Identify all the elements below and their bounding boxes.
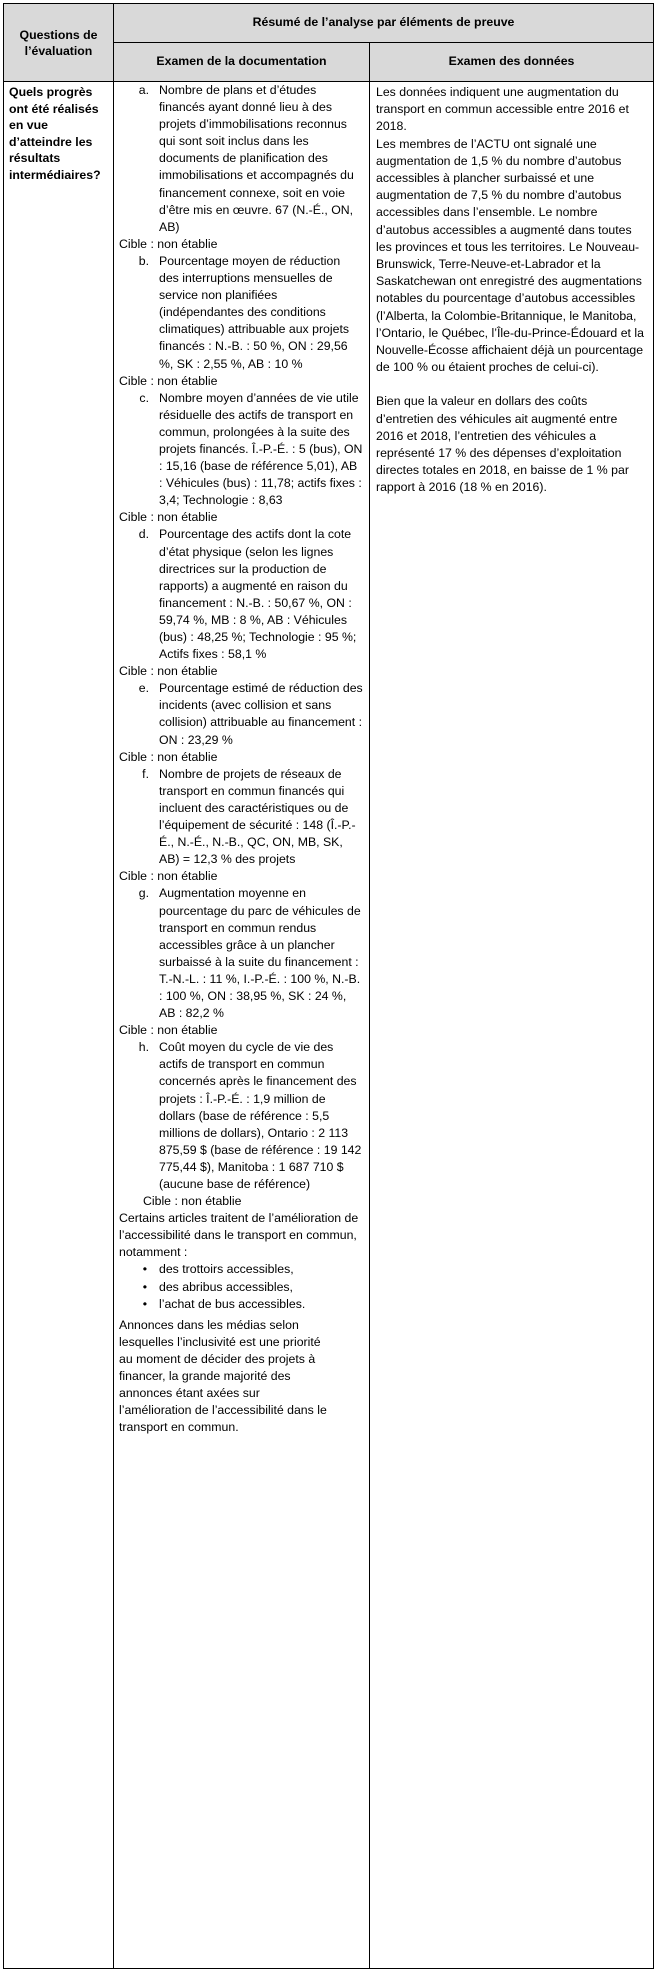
- target-label: Cible : non établie: [143, 1194, 242, 1209]
- articles-intro: Certains articles traitent de l’amélioration de l’accessibilité dans le transport en commun, notamment :: [119, 1211, 359, 1260]
- header-questions: Questions de l’évaluation: [4, 4, 114, 82]
- item-marker: b.: [138, 253, 149, 268]
- indicator-item: [119, 766, 369, 869]
- indicator-item: [119, 1039, 369, 1193]
- target-label: Cible : non établie: [119, 1023, 218, 1038]
- item-text: Nombre de projets de réseaux de transport en commun financés qui incluent des caractéristiques ou de l’équipement de sécurité : 148 (Î.-P.-É., N.-É., N.-B., QC, ON, MB, SK, AB) = 12,3 % des projets: [159, 766, 356, 867]
- target-label: Cible : non établie: [119, 869, 218, 884]
- indicator-item: [119, 82, 369, 236]
- data-paragraph-1: Les données indiquent une augmentation du transport en commun accessible entre 2016 et 2018.: [376, 85, 629, 134]
- item-text: Nombre moyen d’années de vie utile résiduelle des actifs de transport en commun, prolongées à la suite des projets financés. Î.-P.-É. : 5 (bus), ON : 15,16 (base de référence 5,01), AB : Véhicules (bus) : 11,78; actifs fixes : 3,4; Technologie : 8,63: [159, 390, 363, 508]
- indicator-item: [119, 526, 369, 663]
- evaluation-table: [3, 3, 654, 1969]
- media-announcements: Annonces dans les médias selon lesquelles l’inclusivité est une priorité au moment de décider des projets à financer, la grande majorité des annonces étant axées sur l’amélioration de l’accessibilité dans le transport en commun.: [119, 1317, 327, 1435]
- item-marker: e.: [138, 681, 149, 696]
- bullet-item: [119, 1261, 369, 1278]
- item-text: Augmentation moyenne en pourcentage du parc de véhicules de transport en commun rendus accessibles grâce à un plancher surbaissé à la suite du financement : T.-N.-L. : 11 %, I.-P.-É. : 100 %, N.-B. : 100 %, ON : 38,95 %, SK : 24 %, AB : 82,2 %: [159, 886, 361, 1021]
- item-marker: f.: [142, 766, 149, 781]
- header-data: Examen des données: [370, 43, 654, 82]
- data-review-cell: [370, 82, 654, 1969]
- item-marker: d.: [138, 527, 149, 542]
- header-documentation: Examen de la documentation: [114, 43, 370, 82]
- item-marker: a.: [138, 83, 149, 97]
- bullet-item: [119, 1296, 369, 1313]
- indicator-item: [119, 253, 369, 373]
- evaluation-summary-page: [3, 3, 653, 1969]
- target-label: Cible : non établie: [119, 664, 218, 679]
- bullet-item: [119, 1279, 369, 1296]
- item-text: Pourcentage des actifs dont la cote d’état physique (selon les lignes directrices sur la production de rapports) a augmenté en raison du financement : N.-B. : 50,67 %, ON : 59,74 %, MB : 8 %, AB : Véhicules (bus) : 48,25 %; Technologie : 95 %; Actifs fixes : 58,1 %: [159, 527, 357, 662]
- bullet-text: l’achat de bus accessibles.: [159, 1296, 306, 1311]
- item-marker: g.: [138, 886, 149, 901]
- target-label: Cible : non établie: [119, 236, 218, 251]
- data-paragraph-2: Les membres de l’ACTU ont signalé une augmentation de 1,5 % du nombre d’autobus accessibles à plancher surbaissé et une augmentation de 7,5 % du nombre d’autobus accessibles dans l’ensemble. Le nombre d’autobus accessibles a augmenté dans toutes les provinces et tous les territoires. Le Nouveau-Brunswick, Terre-Neuve-et-Labrador et la Saskatchewan ont enregistré des augmentations notables du pourcentage d’autobus accessibles (l’Alberta, la Colombie-Britannique, le Manitoba, l’Ontario, le Québec, l’Île-du-Prince-Édouard et la Nouvelle-Écosse affichaient déjà un pourcentage de 100 % ou étaient proches de celui-ci).: [376, 136, 644, 375]
- item-marker: h.: [138, 1040, 149, 1055]
- target-label: Cible : non établie: [119, 510, 218, 525]
- bullet-icon: •: [142, 1262, 147, 1277]
- bullet-icon: •: [142, 1296, 147, 1311]
- data-paragraph-3: Bien que la valeur en dollars des coûts d’entretien des véhicules ait augmenté entre 2016 et 2018, l’entretien des véhicules a représenté 17 % des dépenses d’exploitation directes totales en 2018, en baisse de 1 % par rapport à 2016 (18 % en 2016).: [376, 394, 629, 495]
- item-marker: c.: [139, 390, 149, 405]
- bullet-icon: •: [142, 1279, 147, 1294]
- bullet-text: des trottoirs accessibles,: [159, 1262, 294, 1277]
- question-cell: [4, 82, 114, 1969]
- target-label: Cible : non établie: [119, 749, 218, 764]
- header-summary: Résumé de l’analyse par éléments de preuve: [114, 4, 654, 43]
- indicator-item: [119, 390, 369, 510]
- indicator-item: [119, 885, 369, 1022]
- target-label: Cible : non établie: [119, 373, 218, 388]
- item-text: Nombre de plans et d’études financés ayant donné lieu à des projets d’immobilisations reconnus qui sont soit inclus dans les documents de planification des immobilisations et accompagnés du financement connexe, soit en voie d’être mis en œuvre. 67 (N.-É., ON, AB): [159, 83, 354, 234]
- item-text: Pourcentage estimé de réduction des incidents (avec collision et sans collision) attribuable au financement : ON : 23,29 %: [159, 681, 363, 747]
- question-text: Quels progrès ont été réalisés en vue d’atteindre les résultats intermédiaires?: [9, 85, 101, 182]
- item-text: Pourcentage moyen de réduction des interruptions mensuelles de service non planifiées (indépendantes des conditions climatiques) attribuable aux projets financés : N.-B. : 50 %, ON : 29,56 %, SK : 2,55 %, AB : 10 %: [159, 253, 350, 371]
- paragraph-spacer: [376, 376, 647, 393]
- item-text: Coût moyen du cycle de vie des actifs de transport en commun concernés après le financement des projets : Î.-P.-É. : 1,9 million de dollars (base de référence : 5,5 millions de dollars), Ontario : 2 113 875,59 $ (base de référence : 19 142 775,44 $), Manitoba : 1 687 710 $ (aucune base de référence): [159, 1040, 362, 1191]
- indicator-item: [119, 680, 369, 748]
- documentation-cell: [114, 82, 370, 1969]
- bullet-text: des abribus accessibles,: [159, 1279, 293, 1294]
